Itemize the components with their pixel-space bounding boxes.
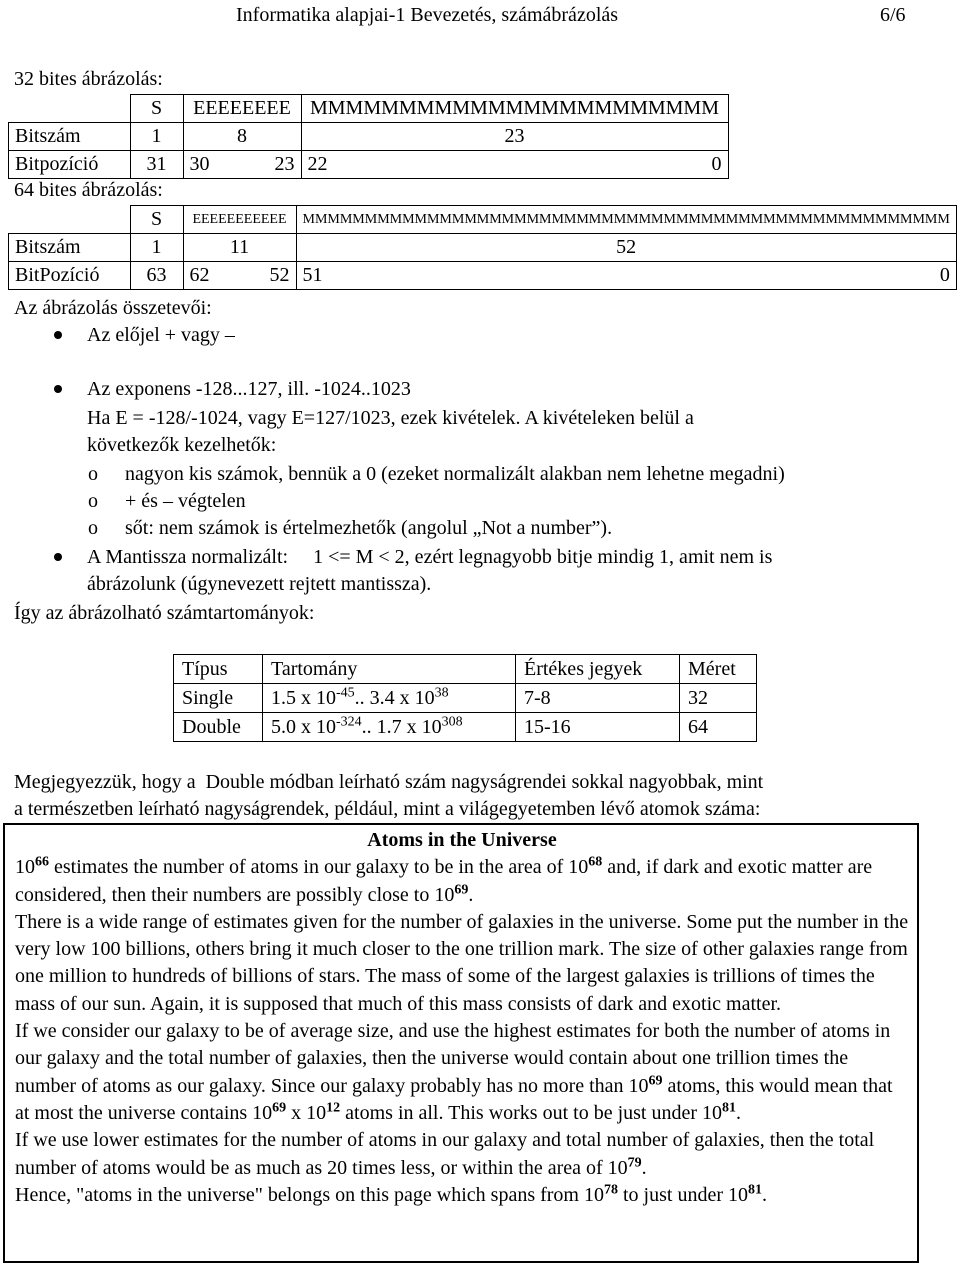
- table-row: Bitszám 1 8 23: [9, 123, 729, 151]
- table-row: BitPozíció 63 62 52 51 0: [9, 262, 957, 290]
- atoms-in-universe-box: [3, 823, 919, 1263]
- list-item: Az előjel + vagy –: [87, 324, 235, 346]
- mantissa-cell: MMMMMMMMMMMMMMMMMMMMMMMMMMMMMMMMMMMMMMMMMMMMMMMMMMMM: [296, 206, 956, 234]
- note-line: a természetben leírható nagyságrendek, például, mint a világegyetemben lévő atomok száma:: [14, 798, 761, 820]
- bullet-icon: [54, 331, 62, 339]
- sign-cell: S: [130, 95, 183, 123]
- exponent-cell: EEEEEEEEEEE: [183, 206, 296, 234]
- sub-list-item: sőt: nem számok is értelmezhetők (angolul „Not a number”).: [125, 517, 613, 539]
- bits32-heading: 32 bites ábrázolás:: [14, 68, 163, 90]
- box-title: Atoms in the Universe: [367, 829, 557, 851]
- table-row: [9, 95, 729, 123]
- box-paragraph: $10^{66}$ estimates the number of atoms in our galaxy to be in the area of $10^{68}$ and, if dark and exotic matter are considered, then their numbers are possibly close to $10^{69}$.: [15, 854, 873, 906]
- list-item: Az exponens -128...127, ill. -1024..1023: [87, 378, 411, 400]
- sub-bullet-icon: o: [88, 517, 98, 539]
- box-paragraph: If we consider our galaxy to be of average size, and use the highest estimates for both the number of atoms in our galaxy and the total number of galaxies, then the universe would contain about one trillion times the number of atoms as our galaxy. Since our galaxy probably has no more than $10^{69}$ atoms, this would mean that at most the universe contains $10^{69}$ x $10^{12}$ atoms in all. This works out to be just under $10^{81}$.: [15, 1020, 893, 1124]
- table-row: Single 1.5 x $10^{-45}$.. 3.4 x $10^{38}$ 7-8 32: [174, 684, 757, 713]
- page-number: 6/6: [880, 4, 906, 26]
- sub-bullet-icon: o: [88, 463, 98, 485]
- row-label: Bitszám: [9, 123, 131, 151]
- note-line: Megjegyezzük, hogy a Double módban leírható szám nagyságrendei sokkal nagyobbak, mint: [14, 771, 764, 793]
- ranges-heading: Így az ábrázolható számtartományok:: [14, 602, 315, 624]
- box-paragraph: If we use lower estimates for the number of atoms in our galaxy and total number of galaxies, then the total number of atoms would be as much as 20 times less, or within the area of $10^{79}$. Hence, "atoms in the universe" belongs on this page which spans from $10^{78}$ to just under $10^{81}$.: [15, 1129, 875, 1206]
- number-ranges-table: [173, 654, 757, 742]
- table-row: [9, 206, 957, 234]
- list-item: A Mantissza normalizált: 1 <= M < 2, ezért legnagyobb bitje mindig 1, amit nem is: [87, 546, 773, 568]
- row-label: Bitpozíció: [9, 151, 131, 179]
- row-label: Bitszám: [9, 234, 131, 262]
- box-paragraph: There is a wide range of estimates given for the number of galaxies in the universe. Some put the number in the very low 100 billions, others bring it much closer to the one trillion mark. The size of other galaxies range from one million to hundreds of billions of stars. The mass of some of the largest galaxies is trillions of times the mass of our sun. Again, it is supposed that much of this mass consists of dark and exotic matter.: [15, 910, 909, 1015]
- components-heading: Az ábrázolás összetevői:: [14, 297, 212, 319]
- exponent-cell: EEEEEEEE: [183, 95, 301, 123]
- page-header: [0, 0, 960, 30]
- sub-list-item: nagyon kis számok, bennük a 0 (ezeket normalizált alakban nem lehetne megadni): [125, 463, 785, 485]
- row-label: BitPozíció: [9, 262, 131, 290]
- bullet-icon: [54, 385, 62, 393]
- sub-bullet-icon: o: [88, 490, 98, 512]
- mantissa-cell: MMMMMMMMMMMMMMMMMMMMMMM: [301, 95, 728, 123]
- bullet-icon: [54, 553, 62, 561]
- sign-cell: S: [130, 206, 183, 234]
- table-header-row: Típus Tartomány Értékes jegyek Méret: [174, 655, 757, 684]
- table-row: Double 5.0 x $10^{-324}$.. 1.7 x $10^{308}$ 15-16 64: [174, 713, 757, 742]
- bits32-table: [8, 94, 729, 179]
- bits64-table: [8, 205, 957, 290]
- table-row: Bitszám 1 11 52: [9, 234, 957, 262]
- sub-list-item: + és – végtelen: [125, 490, 246, 512]
- table-row: Bitpozíció 31 30 23 22 0: [9, 151, 729, 179]
- bits64-heading: 64 bites ábrázolás:: [14, 179, 163, 201]
- document-title: Informatika alapjai-1 Bevezetés, számábrázolás: [236, 4, 619, 26]
